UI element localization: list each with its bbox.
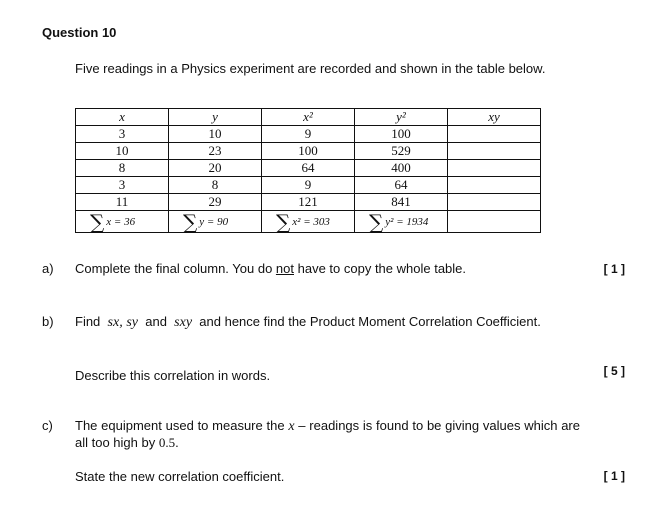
table-row [76, 160, 541, 177]
cell-xy [448, 143, 541, 160]
part-b-marks: [ 5 ] [603, 364, 625, 378]
sxy-symbol: sxy [174, 315, 193, 330]
cell-y-squared: 841 [355, 194, 448, 211]
cell-x-squared: 100 [262, 143, 355, 160]
cell-y: 29 [169, 194, 262, 211]
cell-y: 20 [169, 160, 262, 177]
cell-x: 10 [76, 143, 169, 160]
cell-x-squared: 121 [262, 194, 355, 211]
part-b-describe: Describe this correlation in words. [75, 368, 271, 383]
sum-y-cell [169, 211, 262, 233]
table-row [76, 126, 541, 143]
cell-y: 10 [169, 126, 262, 143]
cell-y-squared: 529 [355, 143, 448, 160]
sigma-icon: ∑ [369, 209, 384, 234]
cell-x-squared: 9 [262, 177, 355, 194]
header-y-squared: y² [355, 109, 448, 126]
part-a-text: Complete the final column. You do not have to copy the whole table. [75, 261, 467, 276]
sum-y-squared: y² = 1934 [385, 215, 429, 228]
sum-y: y = 90 [199, 215, 229, 228]
part-c-label: c) [42, 418, 53, 433]
table-row [76, 143, 541, 160]
part-a-label: a) [42, 261, 54, 276]
intro-text: Five readings in a Physics experiment are recorded and shown in the table below. [75, 61, 546, 76]
part-b-label: b) [42, 314, 54, 329]
part-c-state: State the new correlation coefficient. [75, 469, 285, 484]
readings-table [75, 108, 541, 233]
header-x-squared: x² [262, 109, 355, 126]
table-row [76, 194, 541, 211]
cell-xy [448, 177, 541, 194]
sum-x-squared-cell [262, 211, 355, 233]
cell-xy [448, 160, 541, 177]
cell-y-squared: 64 [355, 177, 448, 194]
cell-x: 3 [76, 177, 169, 194]
part-c-marks: [ 1 ] [603, 469, 625, 483]
sigma-icon: ∑ [90, 209, 105, 234]
cell-xy [448, 126, 541, 143]
header-x: x [76, 109, 169, 126]
table-row [76, 177, 541, 194]
sum-x-squared: x² = 303 [292, 215, 330, 228]
sx-symbol: sx, [107, 315, 123, 330]
part-a-marks: [ 1 ] [603, 262, 625, 276]
cell-y: 23 [169, 143, 262, 160]
cell-y-squared: 400 [355, 160, 448, 177]
header-y: y [169, 109, 262, 126]
cell-y-squared: 100 [355, 126, 448, 143]
cell-x-squared: 9 [262, 126, 355, 143]
sigma-icon: ∑ [276, 209, 291, 234]
sum-xy-cell [448, 211, 541, 233]
sum-row [76, 211, 541, 233]
sy-symbol: sy [126, 315, 138, 330]
sigma-icon: ∑ [183, 209, 198, 234]
cell-y: 8 [169, 177, 262, 194]
sum-x-cell [76, 211, 169, 233]
table-header-row [76, 109, 541, 126]
cell-x-squared: 64 [262, 160, 355, 177]
cell-x: 8 [76, 160, 169, 177]
sum-x: x = 36 [106, 215, 136, 228]
x-symbol: x [288, 419, 295, 434]
question-title: Question 10 [42, 25, 117, 40]
sum-y-squared-cell [355, 211, 448, 233]
part-b-text: Find sx, sy and sxy and hence find the Product Moment Correlation Coefficient. [75, 314, 541, 330]
underlined-not: not [275, 261, 294, 276]
cell-x: 3 [76, 126, 169, 143]
offset-value: 0.5 [158, 435, 176, 450]
cell-xy [448, 194, 541, 211]
part-c-text: The equipment used to measure the x – readings is found to be giving values which are all too high by 0.5. [75, 418, 580, 450]
cell-x: 11 [76, 194, 169, 211]
header-xy: xy [448, 109, 541, 126]
